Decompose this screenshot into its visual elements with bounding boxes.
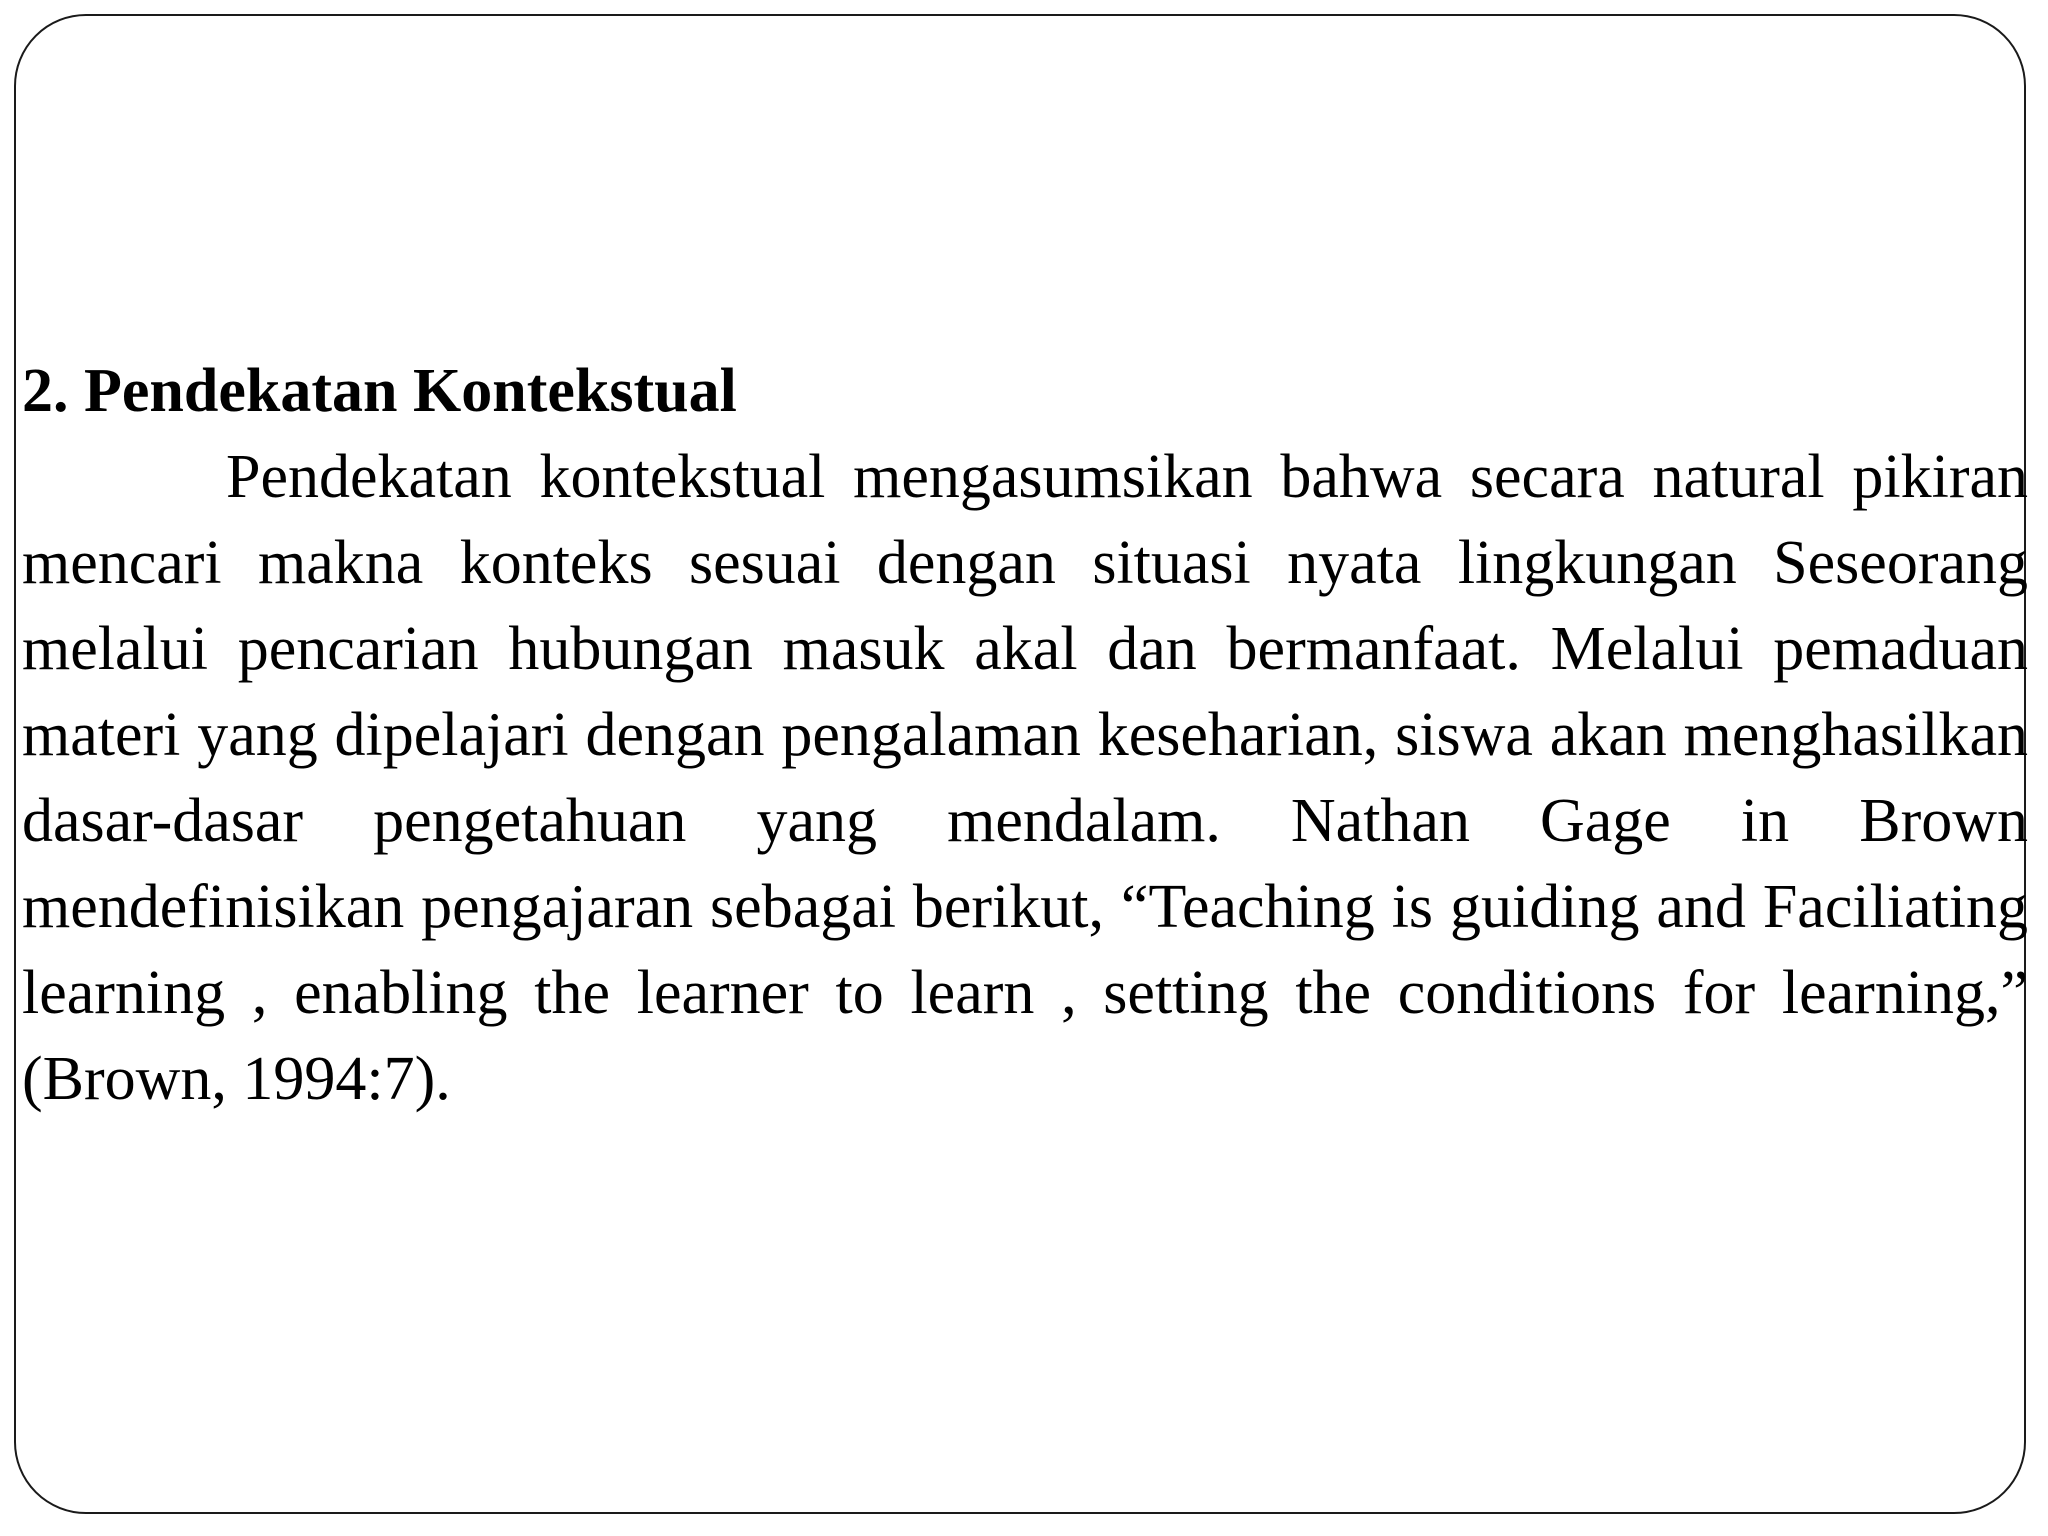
slide-content (22, 348, 2028, 1122)
body-paragraph: Pendekatan kontekstual mengasumsikan bahwa secara natural pikiran mencari makna konteks sesuai dengan situasi nyata lingkungan Seseorang melalui pencarian hubungan masuk akal dan bermanfaat. Melalui pemaduan materi yang dipelajari dengan pengalaman keseharian, siswa akan menghasilkan dasar-dasar pengetahuan yang mendalam. Nathan Gage in Brown mendefinisikan pengajaran sebagai berikut, “Teaching is guiding and Faciliating learning , enabling the learner to learn , setting the conditions for learning,” (Brown, 1994:7). (22, 443, 2028, 1113)
section-heading: 2. Pendekatan Kontekstual (22, 357, 737, 425)
